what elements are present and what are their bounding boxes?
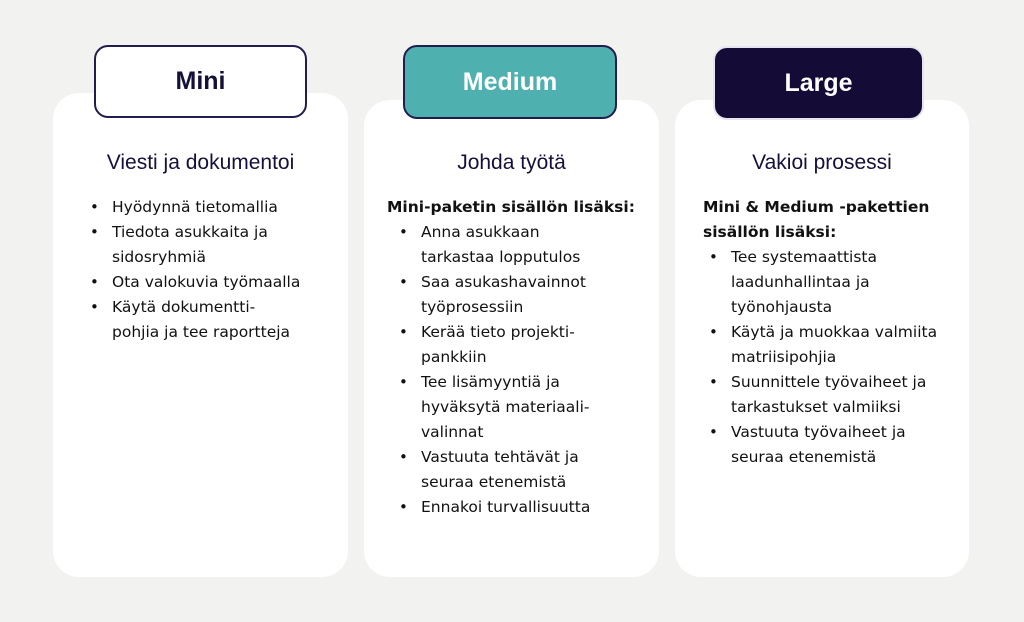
package-heading: Vakioi prosessi (752, 151, 892, 174)
package-intro: Mini-paketin sisällön lisäksi: (387, 198, 635, 216)
list-item (397, 320, 657, 370)
package-content (387, 195, 657, 520)
package-card-mini (53, 93, 348, 577)
list-item: • Ennakoi turvallisuutta (397, 495, 657, 520)
list-item (88, 295, 317, 345)
feature-list (397, 220, 657, 520)
feature-list (88, 195, 338, 345)
list-item: • Vastuuta tehtävät ja seuraa etenemistä (397, 445, 601, 495)
package-card-medium (364, 100, 659, 577)
package-heading: Johda työtä (457, 151, 566, 174)
package-name: Large (784, 68, 853, 97)
list-item: • Ota valokuvia työmaalla (88, 270, 338, 295)
list-item: • Saa asukashavainnot työprosessiin (397, 270, 611, 320)
list-item: • Vastuuta työvaiheet ja seuraa etenemistä (707, 420, 936, 470)
list-item: • Hyödynnä tietomallia (88, 195, 338, 220)
package-card-large (675, 100, 969, 577)
list-item: • Tee systemaattista laadunhallintaa ja työnohjausta (707, 245, 901, 320)
package-content (703, 195, 963, 470)
feature-list (707, 245, 963, 470)
list-item: • Tiedota asukkaita ja sidosryhmiä (88, 220, 312, 270)
list-item (397, 370, 657, 445)
package-name: Medium (462, 67, 558, 96)
list-item: • Anna asukkaan tarkastaa lopputulos (397, 220, 611, 270)
list-item: • Suunnittele työvaiheet ja tarkastukset valmiiksi (707, 370, 946, 420)
package-name: Mini (175, 67, 226, 95)
list-item-text: Käytä dokumentti- pohjia ja tee raportteja (112, 298, 291, 341)
package-badge-medium (403, 45, 617, 119)
list-item-text: Kerää tieto projekti- pankkiin (421, 323, 575, 366)
package-heading: Viesti ja dokumentoi (106, 151, 295, 174)
package-content (88, 195, 338, 345)
package-intro: Mini & Medium -pakettien sisällön lisäksi: (703, 198, 930, 241)
list-item-text: Tee lisämyyntiä ja hyväksytä materiaali- valinnat (421, 373, 590, 441)
list-item: • Käytä ja muokkaa valmiita matriisipohjia (707, 320, 941, 370)
package-badge-mini (94, 45, 307, 118)
package-badge-large (713, 46, 924, 120)
